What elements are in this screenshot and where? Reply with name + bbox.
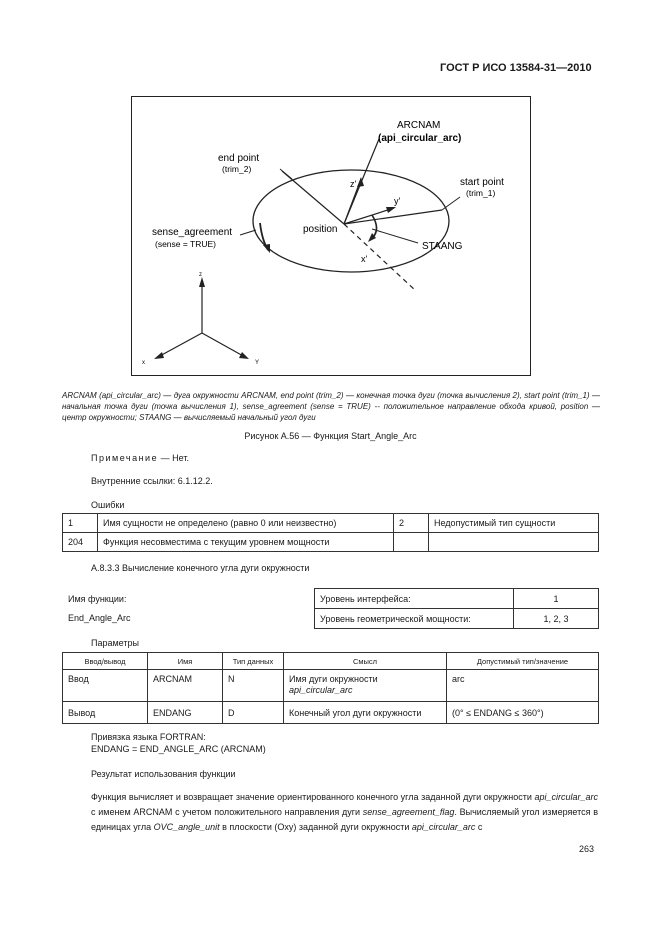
param-meaning: Имя дуги окружности api_circular_arc <box>284 670 447 702</box>
parameters-table <box>62 652 599 724</box>
label-x: x <box>142 360 145 366</box>
label-sense-agreement: sense_agreement <box>152 227 233 238</box>
note-text: — Нет. <box>160 453 189 463</box>
end-point-leader <box>280 169 292 179</box>
start-point-leader <box>442 197 460 210</box>
start-point-radius <box>344 210 442 224</box>
label-z-prime: z' <box>350 179 357 189</box>
label-sense-true: (sense = TRUE) <box>155 239 217 249</box>
figure-frame <box>131 96 531 376</box>
interface-level-label: Уровень интерфейса: <box>315 589 514 609</box>
x-prime-axis <box>344 224 416 291</box>
label-x-prime: x' <box>361 254 368 264</box>
label-staang: STAANG <box>422 241 463 252</box>
error-code <box>394 533 429 552</box>
error-code: 2 <box>394 514 429 533</box>
global-axes <box>142 272 259 366</box>
fortran-label: Привязка языка FORTRAN: <box>91 732 206 742</box>
note-label: Примечание <box>91 453 159 463</box>
param-name: ENDANG <box>148 702 223 724</box>
param-allowed: arc <box>447 670 599 702</box>
label-trim-1: (trim_1) <box>466 188 496 198</box>
page-number: 263 <box>579 844 595 854</box>
fortran-code: ENDANG = END_ANGLE_ARC (ARCNAM) <box>91 744 266 754</box>
error-text <box>429 533 599 552</box>
error-code: 1 <box>63 514 98 533</box>
error-text: Функция несовместима с текущим уровнем мощности <box>98 533 394 552</box>
table-header-row <box>63 653 599 670</box>
errors-heading: Ошибки <box>91 500 125 510</box>
column-header: Ввод/вывод <box>63 653 148 670</box>
errors-table <box>62 513 599 552</box>
interface-level-value: 1 <box>514 589 599 609</box>
arc-diagram <box>132 97 530 375</box>
error-text: Недопустимый тип сущности <box>429 514 599 533</box>
column-header: Тип данных <box>223 653 284 670</box>
label-y-prime: y' <box>394 196 401 206</box>
levels-table <box>314 588 599 629</box>
sense-leader <box>240 230 256 235</box>
result-heading: Результат использования функции <box>91 769 236 779</box>
parameters-heading: Параметры <box>91 638 139 648</box>
internal-references: Внутренние ссылки: 6.1.12.2. <box>91 476 213 486</box>
param-type: N <box>223 670 284 702</box>
result-paragraph: Функция вычисляет и возвращает значение ориентированного конечного угла заданной дуги окружности api_circular_arc с именем ARCNAM с учетом положительного направления дуги sense_agreement_flag. Вычисляемый угол измеряется в единицах угла OVC_angle_unit в плоскости (Oxy) заданной дуги окружности api_circular_arc с <box>91 792 599 832</box>
y-prime-axis <box>344 208 394 224</box>
label-end-point: end point <box>218 153 260 164</box>
function-name-value: End_Angle_Arc <box>68 613 131 623</box>
label-position: position <box>303 224 338 235</box>
column-header: Имя <box>148 653 223 670</box>
param-allowed: (0° ≤ ENDANG ≤ 360°) <box>447 702 599 724</box>
label-trim-2: (trim_2) <box>222 164 252 174</box>
column-header: Допустимый тип/значение <box>447 653 599 670</box>
param-meaning: Конечный угол дуги окружности <box>284 702 447 724</box>
table-row <box>315 609 599 629</box>
param-name: ARCNAM <box>148 670 223 702</box>
geometric-power-label: Уровень геометрической мощности: <box>315 609 514 629</box>
error-code: 204 <box>63 533 98 552</box>
column-header: Смысл <box>284 653 447 670</box>
document-standard-header: ГОСТ Р ИСО 13584-31—2010 <box>440 62 592 74</box>
figure-legend: ARCNAM (api_circular_arc) — дуга окружности ARCNAM, end point (trim_2) — конечная точка дуги (точка вычисления 2), start point (trim_1) — начальная точка дуги (точка вычисления 1), sense_agreement (sense = TRUE) -- положительное направление обхода кривой, position — центр окружности; STAANG — вычисляемый начальный угол дуги <box>62 391 600 422</box>
function-name-label: Имя функции: <box>68 594 127 604</box>
param-io: Ввод <box>63 670 148 702</box>
label-start-point: start point <box>460 177 504 188</box>
geometric-power-value: 1, 2, 3 <box>514 609 599 629</box>
table-row <box>63 670 599 702</box>
label-y: Y <box>255 360 260 366</box>
error-text: Имя сущности не определено (равно 0 или неизвестно) <box>98 514 394 533</box>
param-io: Вывод <box>63 702 148 724</box>
staang-leader <box>372 229 418 243</box>
table-row <box>63 514 599 533</box>
param-type: D <box>223 702 284 724</box>
label-api-circular-arc: (api_circular_arc) <box>378 133 462 144</box>
label-z: z <box>199 272 202 278</box>
table-row <box>63 702 599 724</box>
section-title: А.8.3.3 Вычисление конечного угла дуги окружности <box>91 563 310 573</box>
note <box>91 453 189 463</box>
table-row <box>63 533 599 552</box>
figure-title: Рисунок А.56 — Функция Start_Angle_Arc <box>244 431 417 441</box>
label-arcnam: ARCNAM <box>397 120 441 131</box>
table-row <box>315 589 599 609</box>
